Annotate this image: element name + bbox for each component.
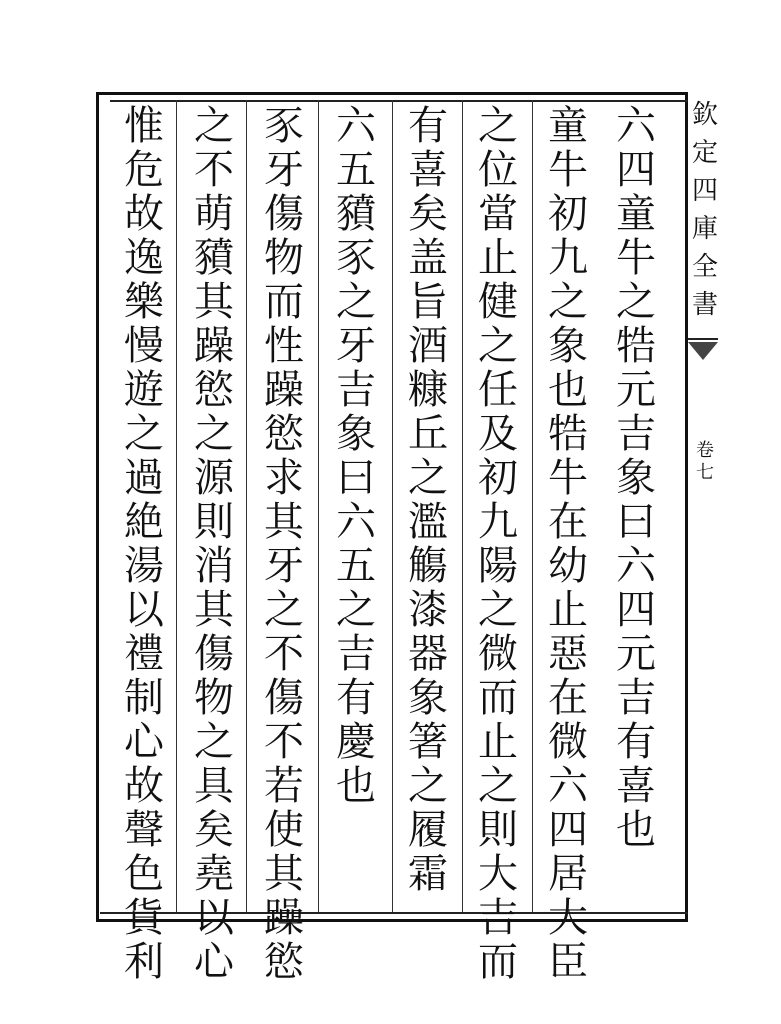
juan-number — [690, 440, 720, 484]
column-char: 其 — [194, 587, 234, 633]
column-char: 之 — [194, 411, 234, 457]
column-char: 居 — [548, 851, 588, 897]
column-char: 慾 — [264, 411, 304, 457]
column-char: 聲 — [124, 807, 164, 853]
column-char: 慢 — [124, 323, 164, 369]
text-column — [610, 104, 662, 852]
text-column — [188, 104, 240, 984]
column-char: 五 — [336, 543, 376, 589]
column-char: 霜 — [408, 851, 448, 897]
column-char: 牙 — [264, 147, 304, 193]
column-char: 六 — [336, 499, 376, 545]
column-rule — [392, 100, 393, 912]
column-char: 豕 — [264, 103, 304, 149]
column-char: 酒 — [408, 323, 448, 369]
column-char: 之 — [478, 763, 518, 809]
column-char: 之 — [478, 323, 518, 369]
column-char: 元 — [616, 367, 656, 413]
column-char: 位 — [478, 147, 518, 193]
column-char: 初 — [478, 455, 518, 501]
column-char: 童 — [548, 103, 588, 149]
column-char: 牿 — [548, 411, 588, 457]
column-char: 故 — [124, 763, 164, 809]
column-char: 躁 — [264, 895, 304, 941]
column-char: 吉 — [336, 367, 376, 413]
column-char: 之 — [336, 279, 376, 325]
column-char: 糠 — [408, 367, 448, 413]
column-char: 幼 — [548, 543, 588, 589]
margin-title-char: 全 — [691, 252, 718, 282]
column-char: 其 — [264, 851, 304, 897]
column-char: 履 — [408, 807, 448, 853]
column-char: 臣 — [548, 939, 588, 985]
column-char: 五 — [336, 147, 376, 193]
column-char: 童 — [616, 191, 656, 237]
juan-char: 卷 — [696, 440, 714, 461]
column-char: 陽 — [478, 543, 518, 589]
column-char: 豶 — [194, 235, 234, 281]
column-char: 其 — [194, 279, 234, 325]
column-char: 也 — [616, 807, 656, 853]
column-char: 牙 — [264, 543, 304, 589]
column-char: 曰 — [616, 499, 656, 545]
text-column — [472, 104, 524, 984]
column-char: 物 — [194, 675, 234, 721]
column-char: 傷 — [264, 191, 304, 237]
juan-char: 七 — [696, 462, 714, 483]
column-char: 性 — [264, 323, 304, 369]
column-char: 源 — [194, 455, 234, 501]
fishtail-rule — [688, 338, 718, 340]
column-char: 牛 — [548, 147, 588, 193]
column-char: 堯 — [194, 851, 234, 897]
column-char: 六 — [548, 763, 588, 809]
column-char: 牛 — [548, 455, 588, 501]
column-char: 及 — [478, 411, 518, 457]
column-char: 喜 — [408, 147, 448, 193]
text-column — [258, 104, 310, 984]
column-char: 利 — [124, 939, 164, 985]
column-char: 任 — [478, 367, 518, 413]
column-char: 止 — [478, 235, 518, 281]
column-char: 消 — [194, 543, 234, 589]
column-char: 大 — [478, 851, 518, 897]
column-char: 之 — [616, 279, 656, 325]
column-char: 大 — [548, 895, 588, 941]
column-char: 喜 — [616, 763, 656, 809]
column-char: 牿 — [616, 323, 656, 369]
column-char: 丘 — [408, 411, 448, 457]
column-char: 慾 — [264, 939, 304, 985]
column-char: 在 — [548, 675, 588, 721]
column-char: 矣 — [194, 807, 234, 853]
column-char: 求 — [264, 455, 304, 501]
text-column — [118, 104, 170, 984]
column-char: 有 — [616, 719, 656, 765]
column-char: 九 — [548, 235, 588, 281]
column-char: 之 — [478, 103, 518, 149]
column-char: 以 — [194, 895, 234, 941]
column-char: 而 — [478, 675, 518, 721]
column-char: 危 — [124, 147, 164, 193]
column-char: 微 — [478, 631, 518, 677]
column-char: 之 — [408, 455, 448, 501]
column-char: 逸 — [124, 235, 164, 281]
column-char: 慶 — [336, 719, 376, 765]
column-char: 之 — [336, 587, 376, 633]
column-char: 樂 — [124, 279, 164, 325]
column-rule — [318, 100, 319, 912]
column-char: 之 — [264, 587, 304, 633]
column-char: 吉 — [616, 411, 656, 457]
column-char: 湯 — [124, 543, 164, 589]
column-char: 不 — [264, 631, 304, 677]
column-char: 絶 — [124, 499, 164, 545]
column-char: 遊 — [124, 367, 164, 413]
column-char: 當 — [478, 191, 518, 237]
column-char: 而 — [264, 279, 304, 325]
column-char: 器 — [408, 631, 448, 677]
column-char: 旨 — [408, 279, 448, 325]
column-char: 六 — [336, 103, 376, 149]
column-char: 微 — [548, 719, 588, 765]
column-char: 之 — [408, 763, 448, 809]
column-char: 而 — [478, 939, 518, 985]
column-char: 之 — [194, 719, 234, 765]
column-char: 有 — [336, 675, 376, 721]
column-char: 豶 — [336, 191, 376, 237]
column-char: 不 — [264, 719, 304, 765]
text-column — [542, 104, 594, 984]
column-char: 若 — [264, 763, 304, 809]
column-char: 惡 — [548, 631, 588, 677]
column-char: 有 — [408, 103, 448, 149]
column-char: 之 — [124, 411, 164, 457]
column-char: 象 — [336, 411, 376, 457]
column-char: 牙 — [336, 323, 376, 369]
text-column — [330, 104, 382, 808]
margin-title — [688, 96, 722, 476]
column-char: 其 — [264, 499, 304, 545]
fishtail-mark — [688, 342, 718, 360]
column-char: 躁 — [264, 367, 304, 413]
column-char: 故 — [124, 191, 164, 237]
margin-title-char: 定 — [691, 138, 718, 168]
column-char: 躁 — [194, 323, 234, 369]
column-char: 也 — [548, 367, 588, 413]
column-char: 使 — [264, 807, 304, 853]
column-char: 傷 — [264, 675, 304, 721]
column-char: 初 — [548, 191, 588, 237]
column-char: 心 — [124, 719, 164, 765]
column-char: 濫 — [408, 499, 448, 545]
column-rule — [246, 100, 247, 912]
column-char: 傷 — [194, 631, 234, 677]
column-char: 過 — [124, 455, 164, 501]
column-char: 漆 — [408, 587, 448, 633]
column-char: 觴 — [408, 543, 448, 589]
column-rule — [462, 100, 463, 912]
margin-title-char: 欽 — [691, 100, 718, 130]
column-char: 曰 — [336, 455, 376, 501]
column-char: 象 — [616, 455, 656, 501]
column-char: 止 — [548, 587, 588, 633]
column-char: 牛 — [616, 235, 656, 281]
column-char: 象 — [408, 675, 448, 721]
column-char: 象 — [548, 323, 588, 369]
column-char: 四 — [548, 807, 588, 853]
column-char: 色 — [124, 851, 164, 897]
column-char: 健 — [478, 279, 518, 325]
column-char: 萌 — [194, 191, 234, 237]
margin-title-char: 庫 — [691, 214, 718, 244]
column-char: 制 — [124, 675, 164, 721]
column-char: 在 — [548, 499, 588, 545]
column-char: 之 — [478, 587, 518, 633]
column-rule — [532, 100, 533, 912]
column-char: 吉 — [478, 895, 518, 941]
column-char: 盖 — [408, 235, 448, 281]
column-char: 慾 — [194, 367, 234, 413]
column-rule — [176, 100, 177, 912]
column-char: 之 — [548, 279, 588, 325]
margin-title-char: 四 — [691, 176, 718, 206]
column-char: 四 — [616, 147, 656, 193]
column-char: 貨 — [124, 895, 164, 941]
margin-title-char: 書 — [691, 290, 718, 320]
column-char: 具 — [194, 763, 234, 809]
column-char: 九 — [478, 499, 518, 545]
text-column — [402, 104, 454, 896]
column-char: 禮 — [124, 631, 164, 677]
column-char: 元 — [616, 631, 656, 677]
column-char: 以 — [124, 587, 164, 633]
column-char: 之 — [194, 103, 234, 149]
column-char: 物 — [264, 235, 304, 281]
column-char: 矣 — [408, 191, 448, 237]
column-char: 六 — [616, 543, 656, 589]
column-char: 不 — [194, 147, 234, 193]
column-char: 箸 — [408, 719, 448, 765]
column-char: 惟 — [124, 103, 164, 149]
column-char: 豕 — [336, 235, 376, 281]
column-char: 四 — [616, 587, 656, 633]
column-char: 吉 — [616, 675, 656, 721]
column-char: 也 — [336, 763, 376, 809]
top-rule — [110, 100, 688, 102]
column-char: 則 — [478, 807, 518, 853]
column-char: 吉 — [336, 631, 376, 677]
column-char: 六 — [616, 103, 656, 149]
column-char: 則 — [194, 499, 234, 545]
column-char: 止 — [478, 719, 518, 765]
column-char: 心 — [194, 939, 234, 985]
